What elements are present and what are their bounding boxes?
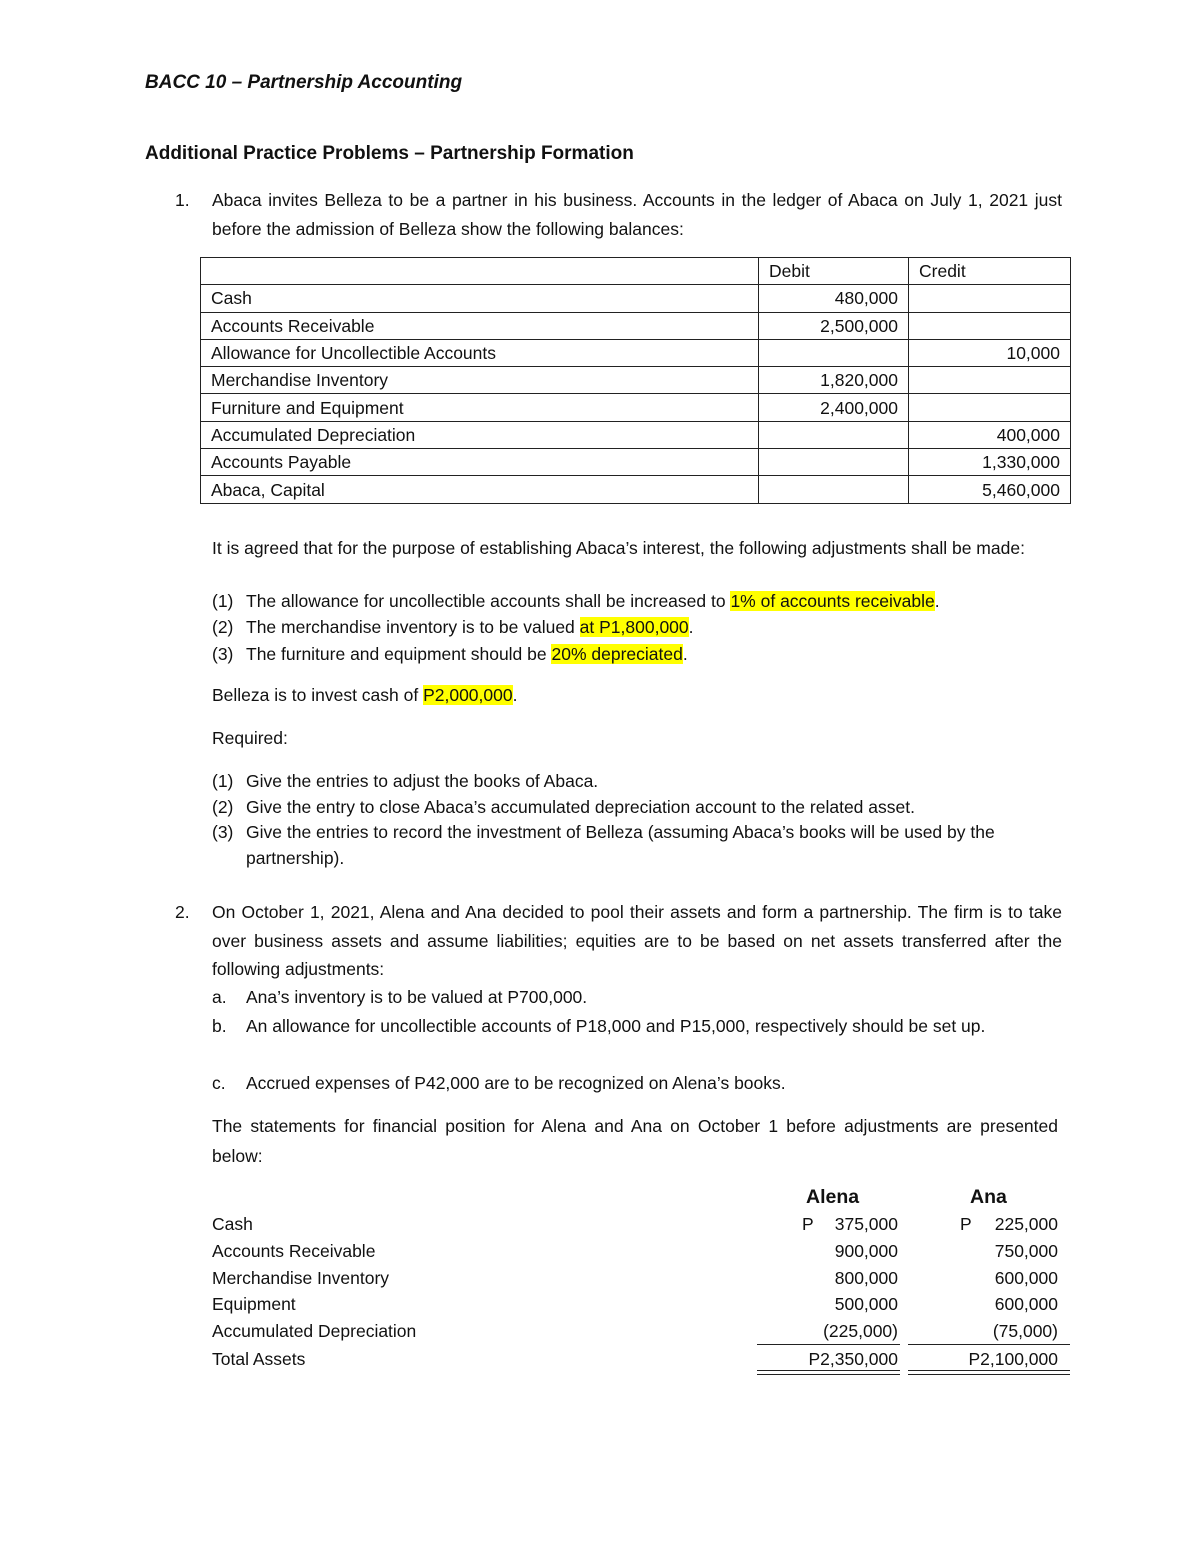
fp-row-label: Cash <box>212 1214 253 1234</box>
ledger-credit <box>909 367 1071 394</box>
ledger-debit: 2,500,000 <box>759 312 909 339</box>
ledger-account: Cash <box>201 285 759 312</box>
ledger-account: Abaca, Capital <box>201 476 759 503</box>
total-double-rule-ana-top <box>908 1370 1070 1371</box>
highlight-text: P2,000,000 <box>423 685 513 705</box>
adjustment-label: (1) <box>212 591 234 611</box>
ledger-table <box>200 257 1071 504</box>
problem-2-number: 2. <box>175 902 190 922</box>
currency-symbol: P <box>802 1214 814 1234</box>
required-heading: Required: <box>212 728 288 748</box>
problem-1-intro: Abaca invites Belleza to be a partner in his business. Accounts in the ledger of Abaca on July 1, 2021 just before the admission of Belleza show the following balances: <box>212 190 1062 239</box>
total-double-rule-alena-top <box>757 1370 900 1371</box>
sub-item <box>212 1012 1062 1041</box>
fp-value-alena: 375,000 <box>834 1214 898 1234</box>
fp-row-label: Accounts Receivable <box>212 1241 376 1261</box>
table-row <box>201 285 1071 312</box>
ledger-account: Merchandise Inventory <box>201 367 759 394</box>
ledger-credit <box>909 285 1071 312</box>
ledger-credit <box>909 394 1071 421</box>
adjustment-text: The furniture and equipment should be <box>246 644 552 664</box>
statement-intro: The statements for financial position for Alena and Ana on October 1 before adjustments are presented below: <box>212 1116 1058 1166</box>
problem-2-intro: On October 1, 2021, Alena and Ana decided to pool their assets and form a partnership. The firm is to take over business assets and assume liabilities; equities are to be based on net assets transferred after the following adjustments: <box>212 902 1062 979</box>
investment-end: . <box>512 685 518 705</box>
fp-total-ana: P2,100,000 <box>968 1349 1058 1369</box>
table-row <box>201 421 1071 448</box>
fp-value-ana: 225,000 <box>994 1214 1058 1234</box>
fp-row-label: Accumulated Depreciation <box>212 1321 417 1341</box>
course-title: BACC 10 – Partnership Accounting <box>145 72 463 93</box>
table-row <box>201 449 1071 476</box>
adjustment-text: The allowance for uncollectible accounts shall be increased to <box>246 591 731 611</box>
ledger-credit: 10,000 <box>909 339 1071 366</box>
ledger-account: Allowance for Uncollectible Accounts <box>201 339 759 366</box>
required-item <box>212 768 1062 794</box>
section-title: Additional Practice Problems – Partnership Formation <box>145 143 634 164</box>
ledger-header-debit: Debit <box>759 258 909 285</box>
column-header-ana: Ana <box>970 1186 1007 1208</box>
fp-value-alena: (225,000) <box>823 1321 898 1341</box>
subtotal-rule-alena <box>757 1344 900 1345</box>
fp-value-ana: (75,000) <box>992 1321 1058 1341</box>
subtotal-rule-ana <box>908 1344 1070 1345</box>
required-text: Give the entries to record the investment of Belleza (assuming Abaca’s books will be used by the partnership). <box>246 822 995 868</box>
adjustment-item <box>212 588 940 615</box>
ledger-credit: 400,000 <box>909 421 1071 448</box>
ledger-debit: 1,820,000 <box>759 367 909 394</box>
sub-item-label: a. <box>212 987 227 1007</box>
ledger-header-credit: Credit <box>909 258 1071 285</box>
ledger-credit: 5,460,000 <box>909 476 1071 503</box>
adjustment-label: (3) <box>212 644 234 664</box>
ledger-account: Accounts Receivable <box>201 312 759 339</box>
table-row <box>201 312 1071 339</box>
required-item <box>212 794 1062 820</box>
fp-value-alena: 500,000 <box>834 1294 898 1314</box>
sub-item-text: Ana’s inventory is to be valued at P700,000. <box>246 987 588 1007</box>
investment-lead: Belleza is to invest cash of <box>212 685 424 705</box>
ledger-debit <box>759 339 909 366</box>
fp-value-ana: 600,000 <box>994 1294 1058 1314</box>
highlight-text: 1% of accounts receivable <box>730 591 935 611</box>
ledger-debit <box>759 476 909 503</box>
required-label: (3) <box>212 822 234 842</box>
adjustment-label: (2) <box>212 617 234 637</box>
table-row <box>201 339 1071 366</box>
fp-value-alena: 800,000 <box>834 1268 898 1288</box>
fp-total-alena: P2,350,000 <box>808 1349 898 1369</box>
table-row <box>201 476 1071 503</box>
adjustment-end: . <box>934 591 940 611</box>
ledger-debit <box>759 421 909 448</box>
fp-value-ana: 750,000 <box>994 1241 1058 1261</box>
problem-1-number: 1. <box>175 190 190 210</box>
ledger-credit: 1,330,000 <box>909 449 1071 476</box>
fp-row-label: Equipment <box>212 1294 296 1314</box>
adjustment-item <box>212 614 694 641</box>
adjustment-end: . <box>682 644 688 664</box>
adjustment-text: The merchandise inventory is to be valued <box>246 617 580 637</box>
sub-item-text: An allowance for uncollectible accounts of P18,000 and P15,000, respectively should be set up. <box>246 1016 986 1036</box>
fp-row-label: Merchandise Inventory <box>212 1268 390 1288</box>
agreement-text: It is agreed that for the purpose of establishing Abaca’s interest, the following adjustments shall be made: <box>212 538 1025 558</box>
currency-symbol: P <box>960 1214 972 1234</box>
adjustment-end: . <box>688 617 694 637</box>
required-text: Give the entry to close Abaca’s accumulated depreciation account to the related asset. <box>246 797 915 817</box>
ledger-header-row <box>201 258 1071 285</box>
ledger-debit: 480,000 <box>759 285 909 312</box>
highlight-text: 20% depreciated <box>551 644 683 664</box>
total-double-rule-ana-bottom <box>908 1374 1070 1375</box>
sub-item-text: Accrued expenses of P42,000 are to be recognized on Alena’s books. <box>246 1073 786 1093</box>
ledger-account: Accounts Payable <box>201 449 759 476</box>
total-double-rule-alena-bottom <box>757 1374 900 1375</box>
ledger-credit <box>909 312 1071 339</box>
required-label: (1) <box>212 771 234 791</box>
table-row <box>201 367 1071 394</box>
adjustment-item <box>212 641 688 668</box>
ledger-account: Accumulated Depreciation <box>201 421 759 448</box>
required-item <box>212 819 1062 871</box>
sub-item-label: b. <box>212 1016 227 1036</box>
sub-item <box>212 983 1062 1012</box>
fp-value-alena: 900,000 <box>834 1241 898 1261</box>
investment-text <box>212 682 517 709</box>
fp-value-ana: 600,000 <box>994 1268 1058 1288</box>
required-text: Give the entries to adjust the books of Abaca. <box>246 771 599 791</box>
ledger-header-account <box>201 258 759 285</box>
column-header-alena: Alena <box>806 1186 860 1208</box>
sub-item <box>212 1069 1062 1098</box>
highlight-text: at P1,800,000 <box>579 617 689 637</box>
required-label: (2) <box>212 797 234 817</box>
ledger-debit: 2,400,000 <box>759 394 909 421</box>
ledger-account: Furniture and Equipment <box>201 394 759 421</box>
fp-total-label: Total Assets <box>212 1349 306 1369</box>
sub-item-label: c. <box>212 1073 226 1093</box>
ledger-debit <box>759 449 909 476</box>
table-row <box>201 394 1071 421</box>
